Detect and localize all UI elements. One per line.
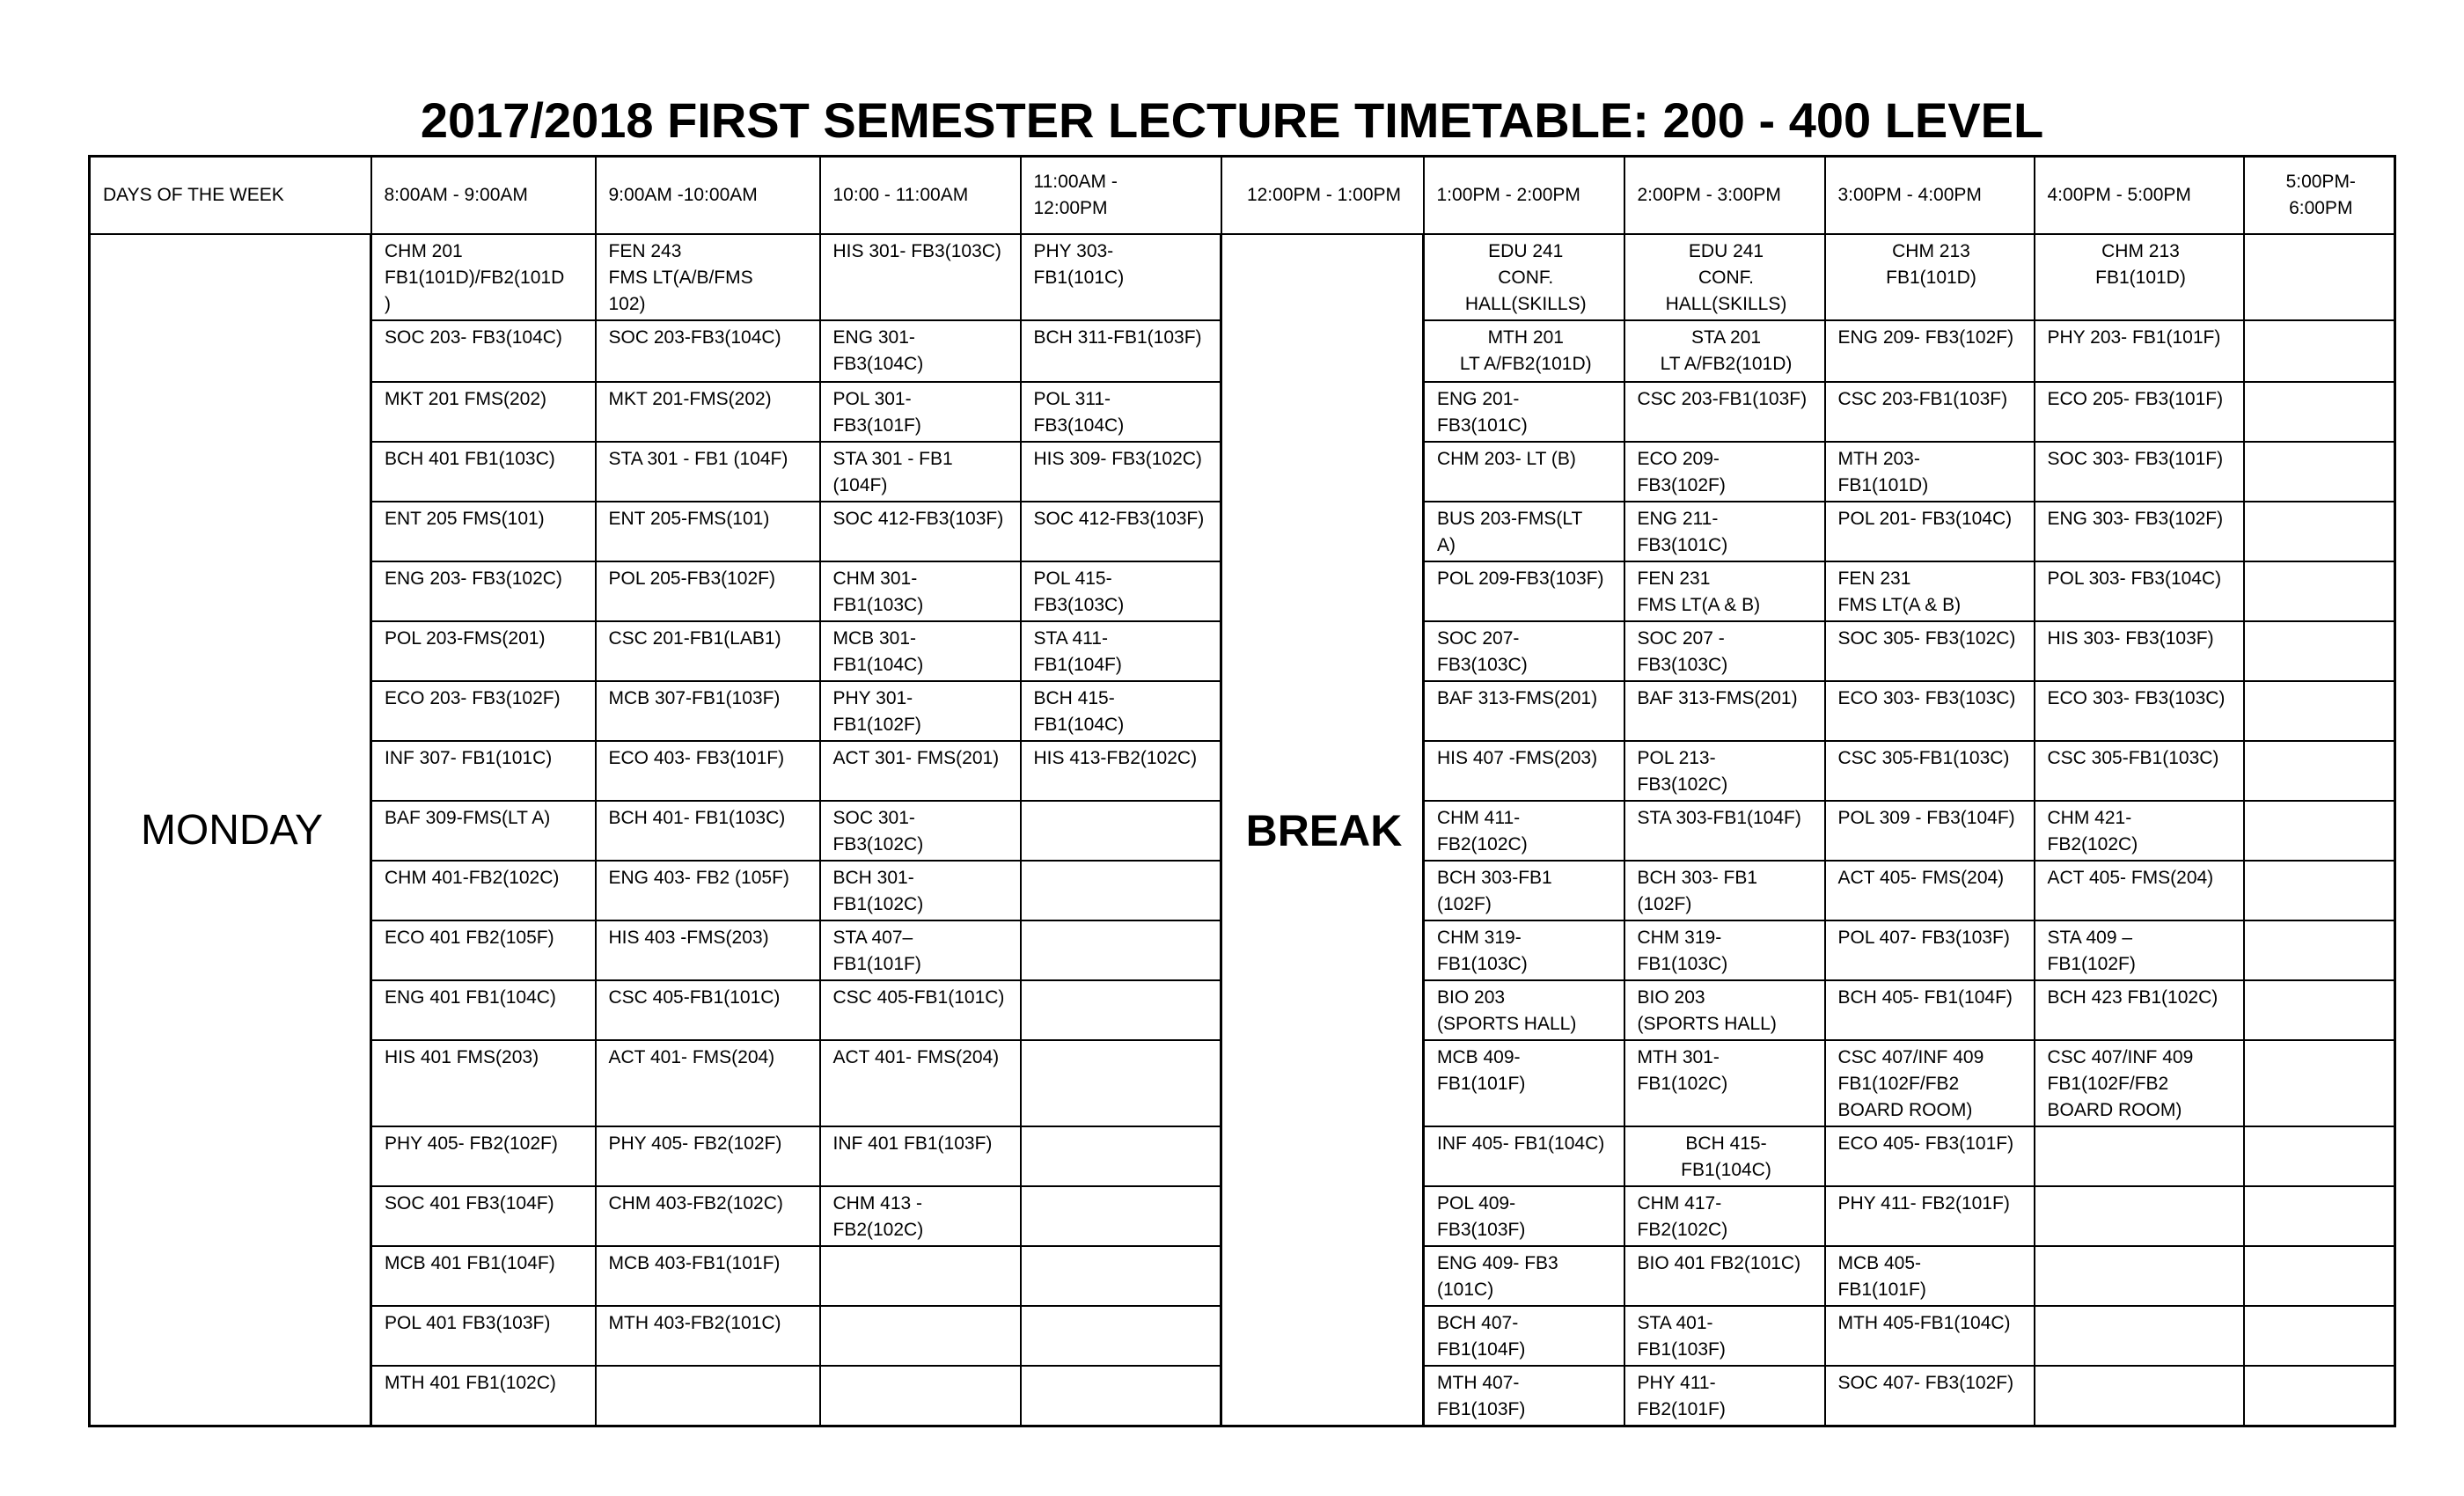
lecture-cell: SOC 301- FB3(102C): [820, 801, 1021, 861]
lecture-cell: [2244, 382, 2395, 442]
lecture-cell: POL 205-FB3(102F): [596, 561, 820, 621]
lecture-cell: ACT 405- FMS(204): [2035, 861, 2244, 920]
lecture-cell: [2244, 1040, 2395, 1126]
lecture-cell: [1021, 1186, 1221, 1246]
lecture-cell: [2035, 1126, 2244, 1186]
lecture-cell: HIS 303- FB3(103F): [2035, 621, 2244, 681]
lecture-cell: PHY 405- FB2(102F): [371, 1126, 596, 1186]
lecture-cell: BCH 401- FB1(103C): [596, 801, 820, 861]
lecture-cell: [2244, 980, 2395, 1040]
lecture-cell: [2244, 920, 2395, 980]
lecture-cell: ENG 409- FB3 (101C): [1424, 1246, 1624, 1306]
lecture-cell: ENT 205 FMS(101): [371, 502, 596, 561]
lecture-cell: MCB 403-FB1(101F): [596, 1246, 820, 1306]
lecture-cell: SOC 207- FB3(103C): [1424, 621, 1624, 681]
lecture-cell: [2035, 1246, 2244, 1306]
lecture-cell: PHY 203- FB1(101F): [2035, 320, 2244, 382]
lecture-cell: ECO 203- FB3(102F): [371, 681, 596, 741]
lecture-cell: MCB 301- FB1(104C): [820, 621, 1021, 681]
lecture-cell: PHY 411- FB2(101F): [1825, 1186, 2035, 1246]
lecture-cell: ECO 209- FB3(102F): [1624, 442, 1825, 502]
lecture-cell: HIS 407 -FMS(203): [1424, 741, 1624, 801]
lecture-cell: [1021, 1126, 1221, 1186]
lecture-cell: [2244, 1366, 2395, 1426]
header-slot: 8:00AM - 9:00AM: [371, 157, 596, 235]
lecture-cell: SOC 303- FB3(101F): [2035, 442, 2244, 502]
lecture-cell: MCB 401 FB1(104F): [371, 1246, 596, 1306]
lecture-cell: EDU 241 CONF. HALL(SKILLS): [1424, 234, 1624, 320]
lecture-cell: [2244, 1186, 2395, 1246]
lecture-cell: [2244, 861, 2395, 920]
lecture-cell: MTH 203- FB1(101D): [1825, 442, 2035, 502]
lecture-cell: [1021, 1366, 1221, 1426]
lecture-cell: ENG 203- FB3(102C): [371, 561, 596, 621]
lecture-cell: ECO 303- FB3(103C): [2035, 681, 2244, 741]
lecture-cell: CHM 203- LT (B): [1424, 442, 1624, 502]
lecture-cell: POL 303- FB3(104C): [2035, 561, 2244, 621]
lecture-cell: STA 407– FB1(101F): [820, 920, 1021, 980]
table-row: [90, 234, 2395, 320]
lecture-cell: ECO 403- FB3(101F): [596, 741, 820, 801]
lecture-cell: PHY 411- FB2(101F): [1624, 1366, 1825, 1426]
lecture-cell: ENG 209- FB3(102F): [1825, 320, 2035, 382]
lecture-cell: BIO 401 FB2(101C): [1624, 1246, 1825, 1306]
lecture-cell: PHY 303- FB1(101C): [1021, 234, 1221, 320]
lecture-cell: MCB 307-FB1(103F): [596, 681, 820, 741]
header-slot: 5:00PM- 6:00PM: [2244, 157, 2395, 235]
lecture-cell: [1021, 980, 1221, 1040]
lecture-cell: CHM 301- FB1(103C): [820, 561, 1021, 621]
header-slot: 2:00PM - 3:00PM: [1624, 157, 1825, 235]
lecture-cell: ECO 401 FB2(105F): [371, 920, 596, 980]
lecture-cell: ENG 301- FB3(104C): [820, 320, 1021, 382]
lecture-cell: CHM 319- FB1(103C): [1624, 920, 1825, 980]
lecture-cell: ENG 201- FB3(101C): [1424, 382, 1624, 442]
lecture-cell: ENT 205-FMS(101): [596, 502, 820, 561]
lecture-cell: FEN 231 FMS LT(A & B): [1624, 561, 1825, 621]
lecture-cell: [2035, 1306, 2244, 1366]
lecture-cell: POL 209-FB3(103F): [1424, 561, 1624, 621]
lecture-cell: BCH 405- FB1(104F): [1825, 980, 2035, 1040]
lecture-cell: [1021, 801, 1221, 861]
lecture-cell: [2244, 561, 2395, 621]
lecture-cell: [1021, 1246, 1221, 1306]
header-row: [90, 157, 2395, 235]
lecture-cell: ACT 405- FMS(204): [1825, 861, 2035, 920]
lecture-cell: MKT 201 FMS(202): [371, 382, 596, 442]
lecture-cell: INF 307- FB1(101C): [371, 741, 596, 801]
lecture-cell: BUS 203-FMS(LT A): [1424, 502, 1624, 561]
lecture-cell: HIS 401 FMS(203): [371, 1040, 596, 1126]
lecture-cell: ENG 401 FB1(104C): [371, 980, 596, 1040]
lecture-cell: INF 401 FB1(103F): [820, 1126, 1021, 1186]
lecture-cell: [1021, 861, 1221, 920]
lecture-cell: SOC 412-FB3(103F): [1021, 502, 1221, 561]
lecture-cell: [596, 1366, 820, 1426]
lecture-cell: HIS 413-FB2(102C): [1021, 741, 1221, 801]
lecture-cell: HIS 309- FB3(102C): [1021, 442, 1221, 502]
lecture-cell: [820, 1306, 1021, 1366]
lecture-cell: POL 401 FB3(103F): [371, 1306, 596, 1366]
lecture-cell: MTH 403-FB2(101C): [596, 1306, 820, 1366]
lecture-cell: POL 309 - FB3(104F): [1825, 801, 2035, 861]
lecture-cell: MTH 301- FB1(102C): [1624, 1040, 1825, 1126]
lecture-cell: BIO 203 (SPORTS HALL): [1424, 980, 1624, 1040]
lecture-cell: ENG 303- FB3(102F): [2035, 502, 2244, 561]
lecture-cell: CHM 319- FB1(103C): [1424, 920, 1624, 980]
header-slot: 4:00PM - 5:00PM: [2035, 157, 2244, 235]
header-slot: 11:00AM - 12:00PM: [1021, 157, 1221, 235]
lecture-cell: BCH 407- FB1(104F): [1424, 1306, 1624, 1366]
lecture-cell: SOC 207 - FB3(103C): [1624, 621, 1825, 681]
lecture-cell: HIS 301- FB3(103C): [820, 234, 1021, 320]
lecture-cell: PHY 301- FB1(102F): [820, 681, 1021, 741]
lecture-cell: EDU 241 CONF. HALL(SKILLS): [1624, 234, 1825, 320]
lecture-cell: [820, 1366, 1021, 1426]
lecture-cell: CSC 305-FB1(103C): [1825, 741, 2035, 801]
lecture-cell: POL 415- FB3(103C): [1021, 561, 1221, 621]
lecture-cell: CHM 401-FB2(102C): [371, 861, 596, 920]
lecture-cell: [1021, 1040, 1221, 1126]
lecture-cell: ACT 401- FMS(204): [820, 1040, 1021, 1126]
lecture-cell: [2244, 1126, 2395, 1186]
lecture-cell: SOC 412-FB3(103F): [820, 502, 1021, 561]
timetable: [88, 155, 2396, 1427]
lecture-cell: CSC 407/INF 409 FB1(102F/FB2 BOARD ROOM): [2035, 1040, 2244, 1126]
lecture-cell: BCH 303-FB1 (102F): [1424, 861, 1624, 920]
lecture-cell: PHY 405- FB2(102F): [596, 1126, 820, 1186]
header-slot: 10:00 - 11:00AM: [820, 157, 1021, 235]
lecture-cell: FEN 243 FMS LT(A/B/FMS 102): [596, 234, 820, 320]
lecture-cell: CHM 413 - FB2(102C): [820, 1186, 1021, 1246]
page-title: 2017/2018 FIRST SEMESTER LECTURE TIMETABLE: 200 - 400 LEVEL: [420, 92, 2044, 148]
lecture-cell: STA 301 - FB1 (104F): [596, 442, 820, 502]
lecture-cell: CHM 213 FB1(101D): [1825, 234, 2035, 320]
lecture-cell: POL 301- FB3(101F): [820, 382, 1021, 442]
lecture-cell: [2244, 1306, 2395, 1366]
lecture-cell: [2244, 681, 2395, 741]
lecture-cell: [1021, 920, 1221, 980]
lecture-cell: STA 409 – FB1(102F): [2035, 920, 2244, 980]
lecture-cell: BCH 311-FB1(103F): [1021, 320, 1221, 382]
lecture-cell: POL 407- FB3(103F): [1825, 920, 2035, 980]
lecture-cell: STA 303-FB1(104F): [1624, 801, 1825, 861]
lecture-cell: ENG 211- FB3(101C): [1624, 502, 1825, 561]
lecture-cell: CSC 203-FB1(103F): [1624, 382, 1825, 442]
lecture-cell: CSC 407/INF 409 FB1(102F/FB2 BOARD ROOM): [1825, 1040, 2035, 1126]
lecture-cell: POL 409- FB3(103F): [1424, 1186, 1624, 1246]
lecture-cell: CHM 417- FB2(102C): [1624, 1186, 1825, 1246]
lecture-cell: ECO 303- FB3(103C): [1825, 681, 2035, 741]
lecture-cell: ACT 401- FMS(204): [596, 1040, 820, 1126]
lecture-cell: SOC 401 FB3(104F): [371, 1186, 596, 1246]
lecture-cell: BIO 203 (SPORTS HALL): [1624, 980, 1825, 1040]
lecture-cell: CSC 305-FB1(103C): [2035, 741, 2244, 801]
header-slot: 3:00PM - 4:00PM: [1825, 157, 2035, 235]
lecture-cell: BCH 401 FB1(103C): [371, 442, 596, 502]
lecture-cell: SOC 203-FB3(104C): [596, 320, 820, 382]
header-slot: 9:00AM -10:00AM: [596, 157, 820, 235]
lecture-cell: BAF 313-FMS(201): [1624, 681, 1825, 741]
header-days: DAYS OF THE WEEK: [90, 157, 371, 235]
lecture-cell: BCH 301- FB1(102C): [820, 861, 1021, 920]
lecture-cell: ACT 301- FMS(201): [820, 741, 1021, 801]
lecture-cell: INF 405- FB1(104C): [1424, 1126, 1624, 1186]
lecture-cell: POL 201- FB3(104C): [1825, 502, 2035, 561]
lecture-cell: MTH 201 LT A/FB2(101D): [1424, 320, 1624, 382]
lecture-cell: STA 411- FB1(104F): [1021, 621, 1221, 681]
day-label: MONDAY: [90, 234, 371, 1426]
header-slot: 1:00PM - 2:00PM: [1424, 157, 1624, 235]
lecture-cell: POL 311- FB3(104C): [1021, 382, 1221, 442]
lecture-cell: STA 201 LT A/FB2(101D): [1624, 320, 1825, 382]
lecture-cell: ECO 205- FB3(101F): [2035, 382, 2244, 442]
lecture-cell: MTH 405-FB1(104C): [1825, 1306, 2035, 1366]
lecture-cell: [2035, 1186, 2244, 1246]
lecture-cell: [2244, 320, 2395, 382]
lecture-cell: STA 301 - FB1 (104F): [820, 442, 1021, 502]
lecture-cell: MKT 201-FMS(202): [596, 382, 820, 442]
lecture-cell: ECO 405- FB3(101F): [1825, 1126, 2035, 1186]
lecture-cell: [2244, 741, 2395, 801]
lecture-cell: SOC 407- FB3(102F): [1825, 1366, 2035, 1426]
lecture-cell: CHM 421- FB2(102C): [2035, 801, 2244, 861]
lecture-cell: BAF 309-FMS(LT A): [371, 801, 596, 861]
lecture-cell: BAF 313-FMS(201): [1424, 681, 1624, 741]
lecture-cell: STA 401- FB1(103F): [1624, 1306, 1825, 1366]
lecture-cell: [2244, 621, 2395, 681]
lecture-cell: CHM 201 FB1(101D)/FB2(101D ): [371, 234, 596, 320]
lecture-cell: BCH 423 FB1(102C): [2035, 980, 2244, 1040]
lecture-cell: FEN 231 FMS LT(A & B): [1825, 561, 2035, 621]
lecture-cell: [2035, 1366, 2244, 1426]
lecture-cell: MTH 401 FB1(102C): [371, 1366, 596, 1426]
lecture-cell: CSC 201-FB1(LAB1): [596, 621, 820, 681]
header-slot: 12:00PM - 1:00PM: [1221, 157, 1424, 235]
lecture-cell: CSC 405-FB1(101C): [596, 980, 820, 1040]
lecture-cell: [2244, 442, 2395, 502]
lecture-cell: CSC 203-FB1(103F): [1825, 382, 2035, 442]
lecture-cell: [1021, 1306, 1221, 1366]
lecture-cell: POL 203-FMS(201): [371, 621, 596, 681]
lecture-cell: CHM 403-FB2(102C): [596, 1186, 820, 1246]
lecture-cell: ENG 403- FB2 (105F): [596, 861, 820, 920]
lecture-cell: POL 213- FB3(102C): [1624, 741, 1825, 801]
lecture-cell: BCH 415- FB1(104C): [1021, 681, 1221, 741]
lecture-cell: CHM 411- FB2(102C): [1424, 801, 1624, 861]
lecture-cell: SOC 305- FB3(102C): [1825, 621, 2035, 681]
lecture-cell: BCH 415- FB1(104C): [1624, 1126, 1825, 1186]
lecture-cell: [2244, 234, 2395, 320]
lecture-cell: MCB 405- FB1(101F): [1825, 1246, 2035, 1306]
lecture-cell: BCH 303- FB1 (102F): [1624, 861, 1825, 920]
lecture-cell: SOC 203- FB3(104C): [371, 320, 596, 382]
lecture-cell: [2244, 801, 2395, 861]
lecture-cell: MTH 407- FB1(103F): [1424, 1366, 1624, 1426]
lecture-cell: [2244, 502, 2395, 561]
lecture-cell: [2244, 1246, 2395, 1306]
lecture-cell: HIS 403 -FMS(203): [596, 920, 820, 980]
break-cell: BREAK: [1221, 234, 1424, 1426]
lecture-cell: CSC 405-FB1(101C): [820, 980, 1021, 1040]
lecture-cell: MCB 409- FB1(101F): [1424, 1040, 1624, 1126]
lecture-cell: CHM 213 FB1(101D): [2035, 234, 2244, 320]
lecture-cell: [820, 1246, 1021, 1306]
